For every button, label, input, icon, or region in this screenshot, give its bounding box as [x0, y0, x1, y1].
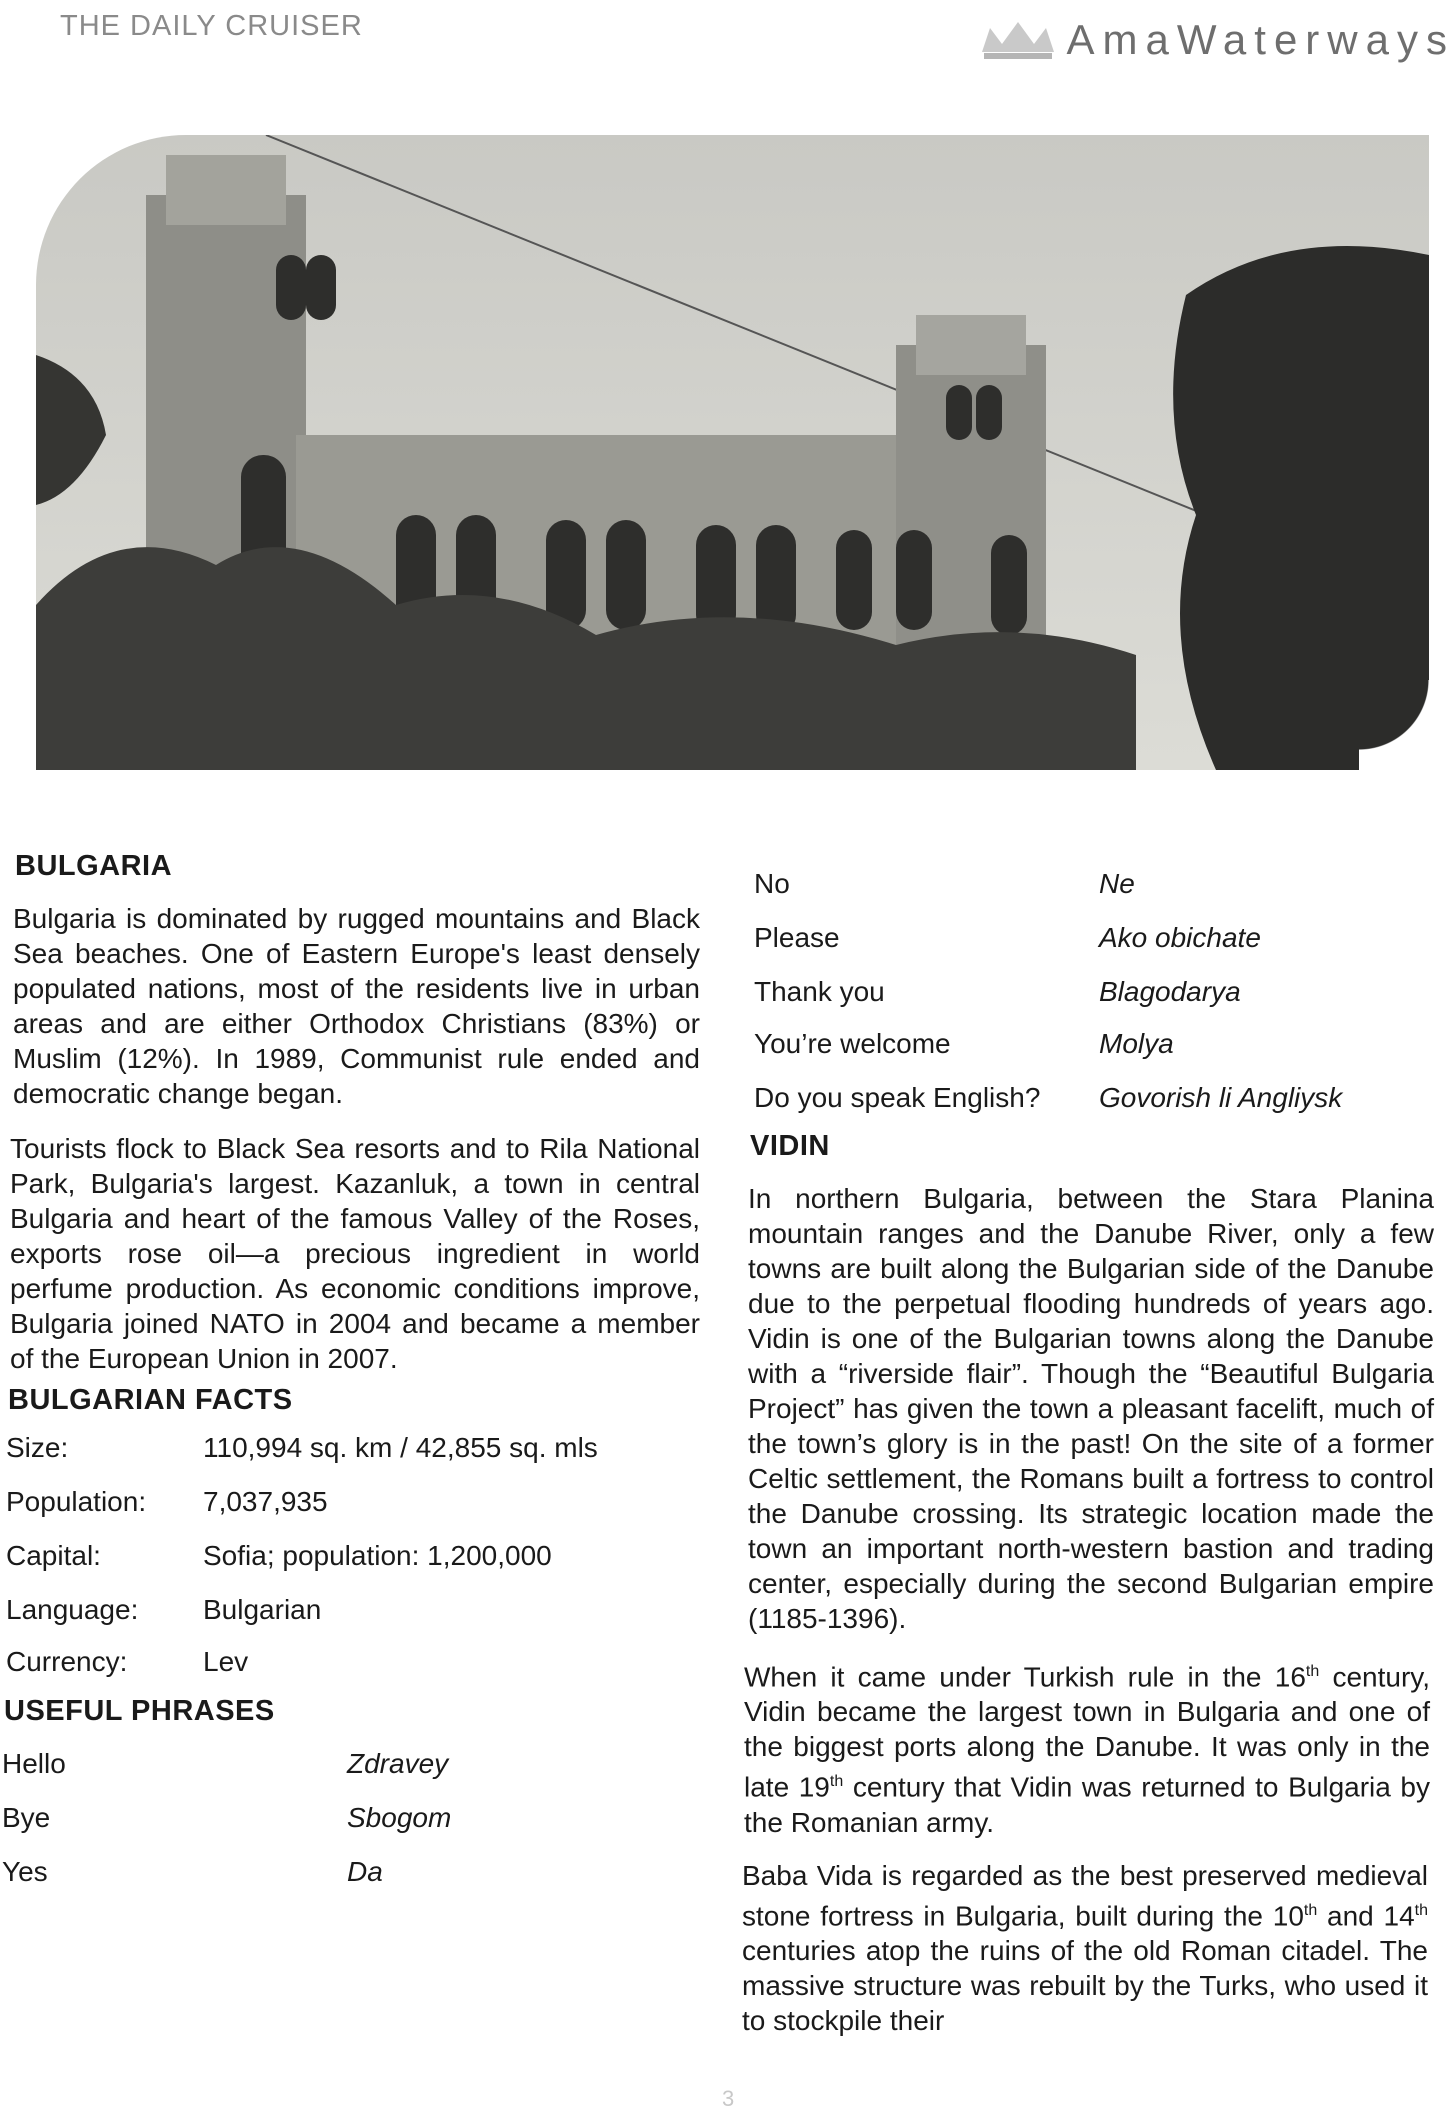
brand-name: AmaWaterways: [1066, 16, 1455, 63]
fact-row: [6, 1541, 712, 1595]
phrase-bulgarian: Ako obichate: [1099, 922, 1261, 953]
vidin-heading: VIDIN: [750, 1130, 830, 1162]
fact-row: [6, 1487, 712, 1541]
ordinal-suffix: th: [1303, 1901, 1318, 1919]
bulgaria-heading: BULGARIA: [15, 850, 173, 882]
phrase-english: You’re welcome: [754, 1028, 951, 1059]
vidin-paragraph-2-part-3: century that Vidin was returned to Bulgaria by the Romanian army.: [744, 1771, 1430, 1838]
vidin-paragraph-3-part-2: and 14: [1317, 1899, 1415, 1931]
phrases-list-left: [2, 1748, 712, 1910]
vidin-paragraph-2-part-1: When it came under Turkish rule in the 16: [744, 1661, 1306, 1693]
brand-logo: [978, 10, 1455, 70]
phrase-bulgarian: Govorish li Angliysk: [1099, 1082, 1343, 1113]
masthead: THE DAILY CRUISER: [60, 10, 363, 42]
phrase-english: Bye: [2, 1802, 51, 1833]
phrase-english: Hello: [2, 1748, 66, 1779]
bulgaria-paragraph-2: Tourists flock to Black Sea resorts and to Rila National Park, Bulgaria's largest. Kazanluk, a town in central Bulgaria and heart of the famous Valley of the Roses, exports rose oil—a precious ingredient in world perfume production. As economic conditions improve, Bulgaria joined NATO in 2004 and became a member of the European Union in 2007.: [10, 1133, 700, 1374]
phrase-english: Thank you: [754, 976, 885, 1007]
vidin-paragraph-3: [742, 1858, 1428, 2038]
phrase-bulgarian: Blagodarya: [1099, 976, 1241, 1007]
fact-value: 7,037,935: [203, 1486, 328, 1517]
left-column: [0, 850, 712, 1910]
phrase-row: [2, 1748, 712, 1802]
fact-label: Language:: [6, 1594, 139, 1625]
right-column: [742, 868, 1437, 2038]
facts-table: [6, 1433, 712, 1695]
phrase-row: [754, 922, 1437, 976]
phrases-heading: USEFUL PHRASES: [4, 1695, 275, 1727]
phrase-bulgarian: Zdravey: [347, 1748, 449, 1779]
vidin-paragraph-3-part-3: centuries atop the ruins of the old Roman citadel. The massive structure was rebuilt by the Turks, who used it to stockpile their: [742, 1934, 1428, 2036]
phrase-english: No: [754, 868, 790, 899]
fact-label: Capital:: [6, 1540, 101, 1571]
phrases-list-right: [754, 868, 1437, 1130]
bulgaria-paragraph-1: Bulgaria is dominated by rugged mountains and Black Sea beaches. One of Eastern Europe's least densely populated nations, most of the residents live in urban areas and are either Orthodox Christians (83%) or Muslim (12%). In 1989, Communist rule ended and democratic change began.: [13, 903, 700, 1109]
phrase-row: [2, 1802, 712, 1856]
vidin-paragraph-3-part-1: Baba Vida is regarded as the best preserved medieval stone fortress in Bulgaria, built during the 10: [742, 1859, 1428, 1931]
vidin-paragraph-2-part-2: century, Vidin became the largest town in Bulgaria and one of the biggest ports along the Danube. It was only in the late 19: [744, 1661, 1430, 1803]
phrase-row: [754, 1028, 1437, 1082]
phrase-english: Do you speak English?: [754, 1082, 1041, 1113]
fact-value: 110,994 sq. km / 42,855 sq. mls: [203, 1432, 598, 1463]
ordinal-suffix: th: [1414, 1901, 1429, 1919]
fact-row: [6, 1647, 712, 1695]
crown-icon: [978, 18, 1058, 62]
phrase-row: [754, 1082, 1437, 1130]
ordinal-suffix: th: [829, 1773, 844, 1791]
phrase-bulgarian: Da: [347, 1856, 383, 1887]
page-number: 3: [722, 2086, 735, 2111]
facts-heading: BULGARIAN FACTS: [8, 1384, 293, 1416]
phrase-row: [754, 868, 1437, 922]
phrase-bulgarian: Ne: [1099, 868, 1135, 899]
phrase-bulgarian: Sbogom: [347, 1802, 452, 1833]
phrase-row: [754, 976, 1437, 1028]
phrase-english: Please: [754, 922, 840, 953]
ordinal-suffix: th: [1305, 1663, 1320, 1680]
fact-value: Sofia; population: 1,200,000: [203, 1540, 552, 1571]
fact-row: [6, 1433, 712, 1487]
fact-value: Lev: [203, 1646, 249, 1677]
vidin-paragraph-1: In northern Bulgaria, between the Stara Planina mountain ranges and the Danube River, only a few towns are built along the Bulgarian side of the Danube due to the perpetual flooding hundreds of years ago. Vidin is one of the Bulgarian towns along the Danube with a “riverside flair”. Though the “Beautiful Bulgaria Project” has given the town a pleasant facelift, much of the town’s glory is in the past! On the site of a former Celtic settlement, the Romans built a fortress to control the Danube crossing. Its strategic location made the town an important north-western bastion and trading center, especially during the second Bulgarian empire (1185-1396).: [748, 1183, 1434, 1634]
phrase-english: Yes: [2, 1856, 48, 1887]
vidin-paragraph-2: [744, 1654, 1430, 1840]
phrase-row: [2, 1856, 712, 1910]
fact-label: Population:: [6, 1486, 147, 1517]
building-photo: [36, 135, 1429, 770]
phrase-bulgarian: Molya: [1099, 1028, 1174, 1059]
fact-row: [6, 1595, 712, 1647]
fact-label: Currency:: [6, 1646, 128, 1677]
fact-label: Size:: [6, 1432, 69, 1463]
fact-value: Bulgarian: [203, 1594, 322, 1625]
